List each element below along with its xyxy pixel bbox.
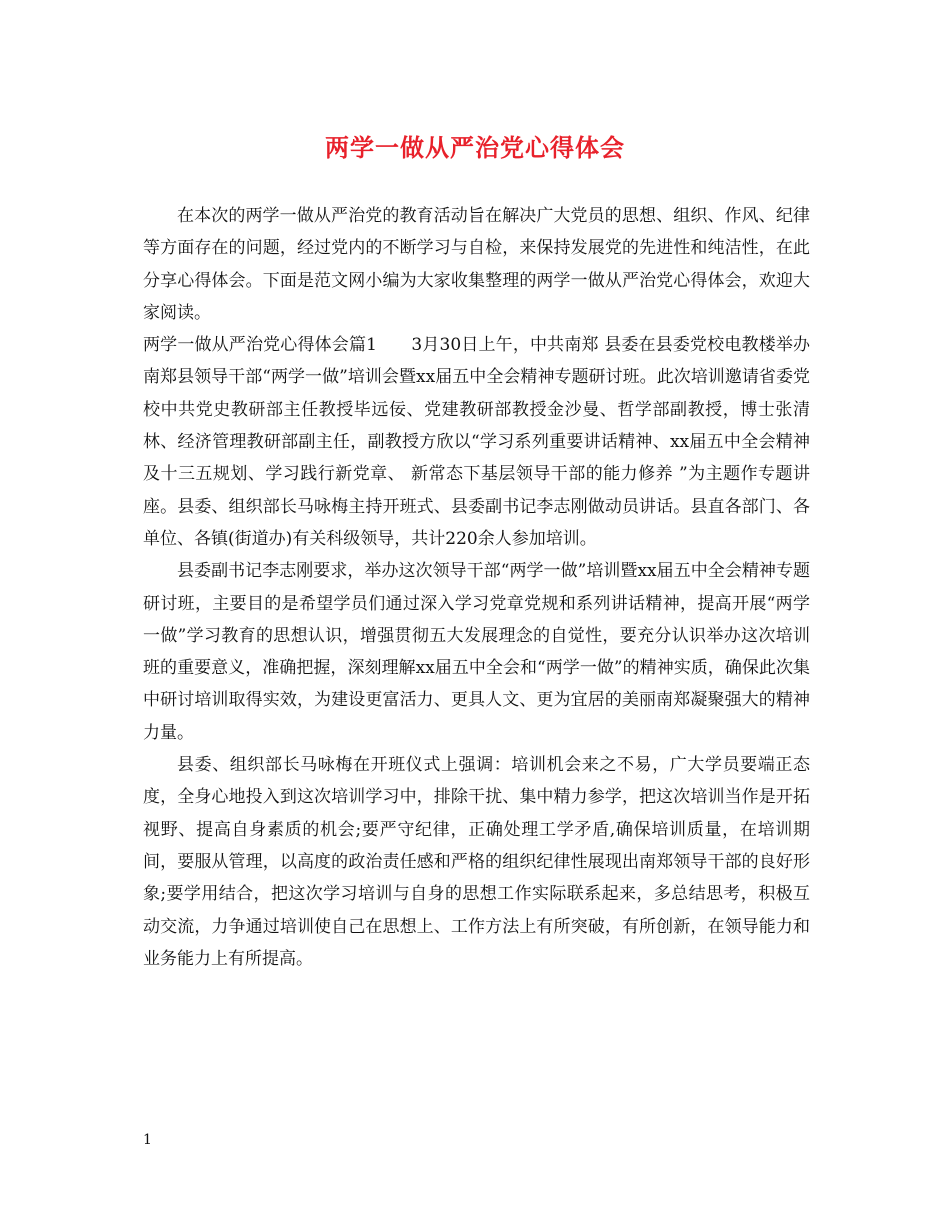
paragraph-minister-speech: 县委、组织部长马咏梅在开班仪式上强调：培训机会来之不易，广大学员要端正态度，全身心地投入到这次培训学习中，排除干扰、集中精力参学，把这次培训当作是开拓视野、提高自身素质的机会;要严守纪律，正确处理工学矛盾,确保培训质量，在培训期间，要服从管理，以高度的政治责任感和严格的组织纪律性展现出南郑领导干部的良好形象;要学用结合，把这次学习培训与自身的思想工作实际联系起来，多总结思考，积极互动交流，力争通过培训使自己在思想上、工作方法上有所突破，有所创新，在领导能力和业务能力上有所提高。 [143, 755, 810, 969]
page-number: 1 [143, 1132, 152, 1148]
paragraph-intro: 在本次的两学一做从严治党的教育活动旨在解决广大党员的思想、组织、作风、纪律等方面存在的问题，经过党内的不断学习与自检，来保持发展党的先进性和纯洁性，在此分享心得体会。下面是范文网小编为大家收集整理的两学一做从严治党心得体会，欢迎大家阅读。 [143, 206, 810, 323]
paragraph-article-1: 两学一做从严治党心得体会篇1 3月30日上午，中共南郑 县委在县委党校电教楼举办南郑县领导干部“两学一做”培训会暨xx届五中全会精神专题研讨班。此次培训邀请省委党校中共党史教研部主任教授毕远佞、党建教研部教授金沙曼、哲学部副教授，博士张清林、经济管理教研部副主任，副教授方欣以“学习系列重要讲话精神、xx届五中全会精神及十三五规划、学习践行新党章、 新常态下基层领导干部的能力修养 ”为主题作专题讲座。县委、组织部长马咏梅主持开班式、县委副书记李志刚做动员讲话。县直各部门、各单位、各镇(街道办)有关科级领导，共计220余人参加培训。 [143, 335, 810, 549]
document-body [143, 200, 810, 975]
page-title: 两学一做从严治党心得体会 [325, 133, 625, 162]
paragraph-secretary-speech: 县委副书记李志刚要求，举办这次领导干部“两学一做”培训暨xx届五中全会精神专题研讨班，主要目的是希望学员们通过深入学习党章党规和系列讲话精神，提高开展“两学一做”学习教育的思想认识，增强贯彻五大发展理念的自觉性，要充分认识举办这次培训班的重要意义，准确把握，深刻理解xx届五中全会和“两学一做”的精神实质，确保此次集中研讨培训取得实效，为建设更富活力、更具人文、更为宜居的美丽南郑凝聚强大的精神力量。 [143, 561, 810, 743]
